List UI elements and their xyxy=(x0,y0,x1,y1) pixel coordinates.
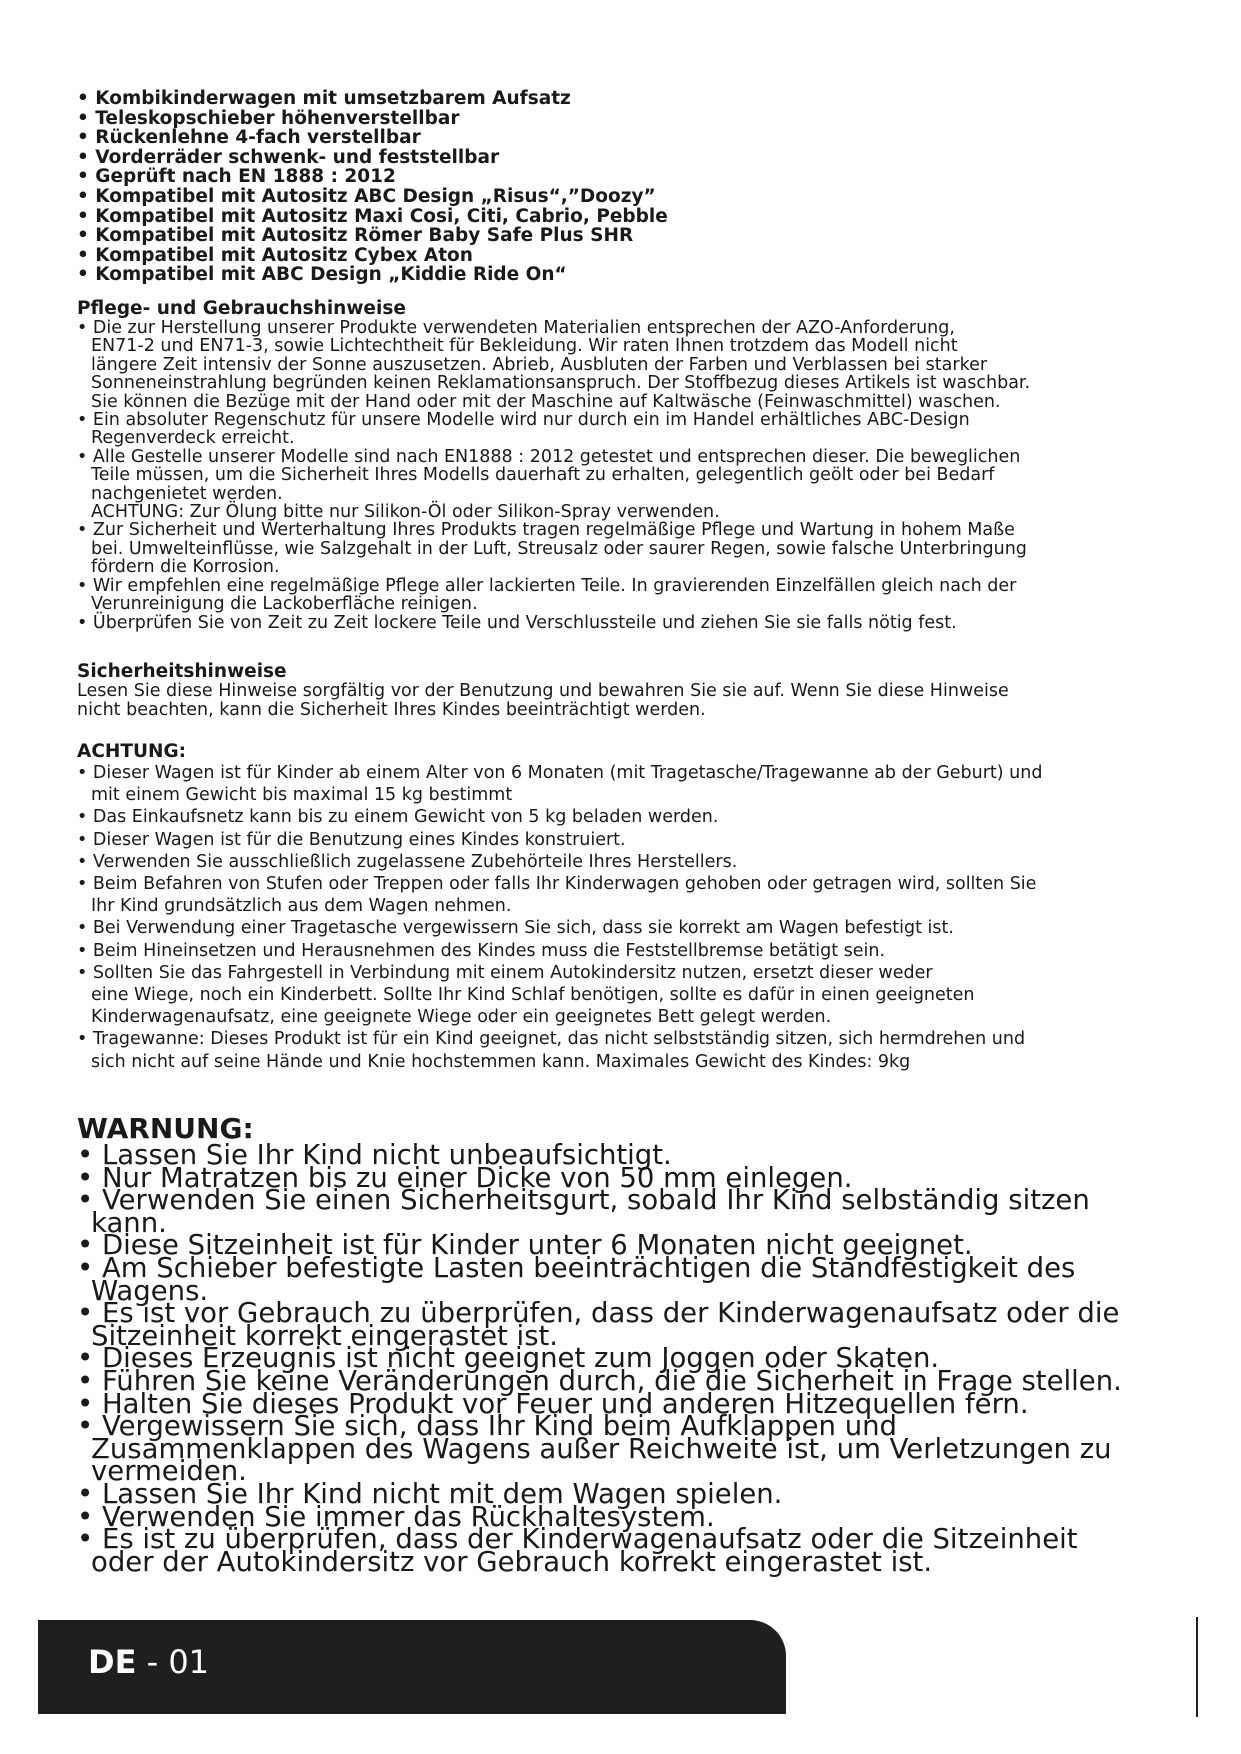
feature-item: • Teleskopschieber höhenverstellbar xyxy=(77,107,460,129)
care-section xyxy=(77,298,1177,632)
warning-item: • Lassen Sie Ihr Kind nicht unbeaufsichtigt. xyxy=(77,1139,672,1171)
attention-item: • Bei Verwendung einer Tragetasche vergewissern Sie sich, dass sie korrekt am Wagen befestigt ist. xyxy=(77,918,954,939)
attention-item: • Tragewanne: Dieses Produkt ist für ein Kind geeignet, das nicht selbstständig sitzen, sich hermdrehen und sich nicht auf seine Hände und Knie hochstemmen kann. Maximales Gewicht des Kindes: 9kg xyxy=(77,1029,1026,1072)
feature-list xyxy=(77,89,1157,285)
attention-item: • Beim Hineinsetzen und Herausnehmen des Kindes muss die Feststellbremse betätigt sein. xyxy=(77,940,886,961)
attention-item: • Beim Befahren von Stufen oder Treppen oder falls Ihr Kinderwagen gehoben oder getragen wird, sollten Sie Ihr Kind grundsätzlich aus dem Wagen nehmen. xyxy=(77,874,1037,917)
attention-item: • Verwenden Sie ausschließlich zugelassene Zubehörteile Ihres Herstellers. xyxy=(77,851,738,872)
care-item: • Überprüfen Sie von Zeit zu Zeit lockere Teile und Verschlussteile und ziehen Sie sie falls nötig fest. xyxy=(77,612,957,633)
feature-item: • Kompatibel mit Autositz ABC Design „Risus“,”Doozy” xyxy=(77,185,656,207)
safety-section xyxy=(77,661,1177,719)
attention-item: • Dieser Wagen ist für Kinder ab einem Alter von 6 Monaten (mit Tragetasche/Tragewanne ab der Geburt) und mit einem Gewicht bis maximal 15 kg bestimmt xyxy=(77,763,1043,806)
warning-item: • Es ist vor Gebrauch zu überprüfen, dass der Kinderwagenaufsatz oder die Sitzeinheit korrekt eingerastet ist. xyxy=(77,1297,1120,1352)
warning-item: • Am Schieber befestigte Lasten beeinträchtigen die Standfestigkeit des Wagens. xyxy=(77,1251,1076,1307)
attention-section xyxy=(77,741,1177,1073)
feature-item: • Kombikinderwagen mit umsetzbarem Aufsatz xyxy=(77,88,571,109)
feature-item: • Kompatibel mit Autositz Cybex Aton xyxy=(77,244,473,266)
footer-bar xyxy=(38,1620,786,1714)
feature-item: • Geprüft nach EN 1888 : 2012 xyxy=(77,166,396,188)
warning-item: • Vergewissern Sie sich, dass Ihr Kind beim Aufklappen und Zusammenklappen des Wagens außer Reichweite ist, um Verletzungen zu vermeiden. xyxy=(77,1410,1112,1488)
warning-section xyxy=(77,1112,1177,1578)
safety-heading: Sicherheitshinweise xyxy=(77,661,287,682)
attention-item: • Sollten Sie das Fahrgestell in Verbindung mit einem Autokindersitz nutzen, ersetzt dieser weder eine Wiege, noch ein Kinderbett. Sollte Ihr Kind Schlaf benötigen, sollte es dafür in einen geeigneten Kinderwagenaufsatz, eine geeignete Wiege oder ein geeignetes Bett gelegt werden. xyxy=(77,962,975,1028)
attention-item: • Dieser Wagen ist für die Benutzung eines Kindes konstruiert. xyxy=(77,829,626,850)
warning-heading: WARNUNG: xyxy=(77,1112,254,1145)
warning-item: • Dieses Erzeugnis ist nicht geeignet zum Joggen oder Skaten. xyxy=(77,1342,940,1375)
safety-text-line: nicht beachten, kann die Sicherheit Ihres Kindes beeinträchtigt werden. xyxy=(77,699,706,720)
feature-item: • Vorderräder schwenk- und feststellbar xyxy=(77,146,500,168)
language-code: DE xyxy=(88,1643,137,1681)
page-label xyxy=(88,1642,209,1682)
attention-item: • Das Einkaufsnetz kann bis zu einem Gewicht von 5 kg beladen werden. xyxy=(77,807,719,828)
warning-item: • Verwenden Sie immer das Rückhaltesystem. xyxy=(77,1500,715,1533)
warning-item: • Lassen Sie Ihr Kind nicht mit dem Wagen spielen. xyxy=(77,1477,783,1510)
care-item: • Ein absoluter Regenschutz für unsere Modelle wird nur durch ein im Handel erhältliches ABC-Design Regenverdeck erreicht. xyxy=(77,410,970,449)
feature-item: • Kompatibel mit ABC Design „Kiddie Ride On“ xyxy=(77,264,567,286)
warning-item: • Nur Matratzen bis zu einer Dicke von 50 mm einlegen. xyxy=(77,1161,853,1194)
warning-item: • Es ist zu überprüfen, dass der Kinderwagenaufsatz oder die Sitzeinheit oder der Autokindersitz vor Gebrauch korrekt eingerastet ist. xyxy=(77,1523,1078,1578)
safety-text-line: Lesen Sie diese Hinweise sorgfältig vor der Benutzung und bewahren Sie sie auf. Wenn Sie diese Hinweise xyxy=(77,681,1009,701)
page-separator: - xyxy=(136,1643,169,1681)
feature-item: • Kompatibel mit Autositz Maxi Cosi, Citi, Cabrio, Pebble xyxy=(77,205,668,227)
care-item: • Wir empfehlen eine regelmäßige Pflege aller lackierten Teile. In gravierenden Einzelfällen gleich nach der Verunreinigung die Lackoberfläche reinigen. xyxy=(77,575,1017,615)
page-number: 01 xyxy=(168,1643,210,1681)
warning-item: • Führen Sie keine Veränderungen durch, die die Sicherheit in Frage stellen. xyxy=(77,1364,1122,1397)
care-heading: Pflege- und Gebrauchshinweise xyxy=(77,298,406,319)
margin-rule xyxy=(1196,1617,1198,1717)
care-item: • Zur Sicherheit und Werterhaltung Ihres Produkts tragen regelmäßige Pflege und Wartung in hohem Maße bei. Umwelteinflüsse, wie Salzgehalt in der Luft, Streusalz oder saurer Regen, sowie falsche Unterbringung fördern die Korrosion. xyxy=(77,520,1027,578)
warning-item: • Verwenden Sie einen Sicherheitsgurt, sobald Ihr Kind selbständig sitzen kann. xyxy=(77,1184,1090,1239)
care-item: • Alle Gestelle unserer Modelle sind nach EN1888 : 2012 getestet und entsprechen dieser. Die beweglichen Teile müssen, um die Sicherheit Ihres Modells dauerhaft zu erhalten, gelegentlich geölt oder bei Bedarf nachgenietet werden. ACHTUNG: Zur Ölung bitte nur Silikon-Öl oder Silikon-Spray verwenden. xyxy=(77,446,1021,523)
warning-item: • Diese Sitzeinheit ist für Kinder unter 6 Monaten nicht geeignet. xyxy=(77,1229,973,1262)
feature-item: • Rückenlehne 4-fach verstellbar xyxy=(77,127,421,149)
care-item: • Die zur Herstellung unserer Produkte verwendeten Materialien entsprechen der AZO-Anforderung, EN71-2 und EN71-3, sowie Lichtechtheit für Bekleidung. Wir raten Ihnen trotzdem das Modell nicht längere Zeit intensiv der Sonne auszusetzen. Abrieb, Ausbluten der Farben und Verblassen bei starker Sonneneinstrahlung begründen keinen Reklamationsanspruch. Der Stoffbezug dieses Artikels ist waschbar. Sie können die Bezüge mit der Hand oder mit der Maschine auf Kaltwäsche (Feinwaschmittel) waschen. xyxy=(77,318,1031,412)
warning-item: • Halten Sie dieses Produkt vor Feuer und anderen Hitzequellen fern. xyxy=(77,1387,1029,1420)
attention-heading: ACHTUNG: xyxy=(77,741,187,762)
feature-item: • Kompatibel mit Autositz Römer Baby Safe Plus SHR xyxy=(77,225,634,247)
